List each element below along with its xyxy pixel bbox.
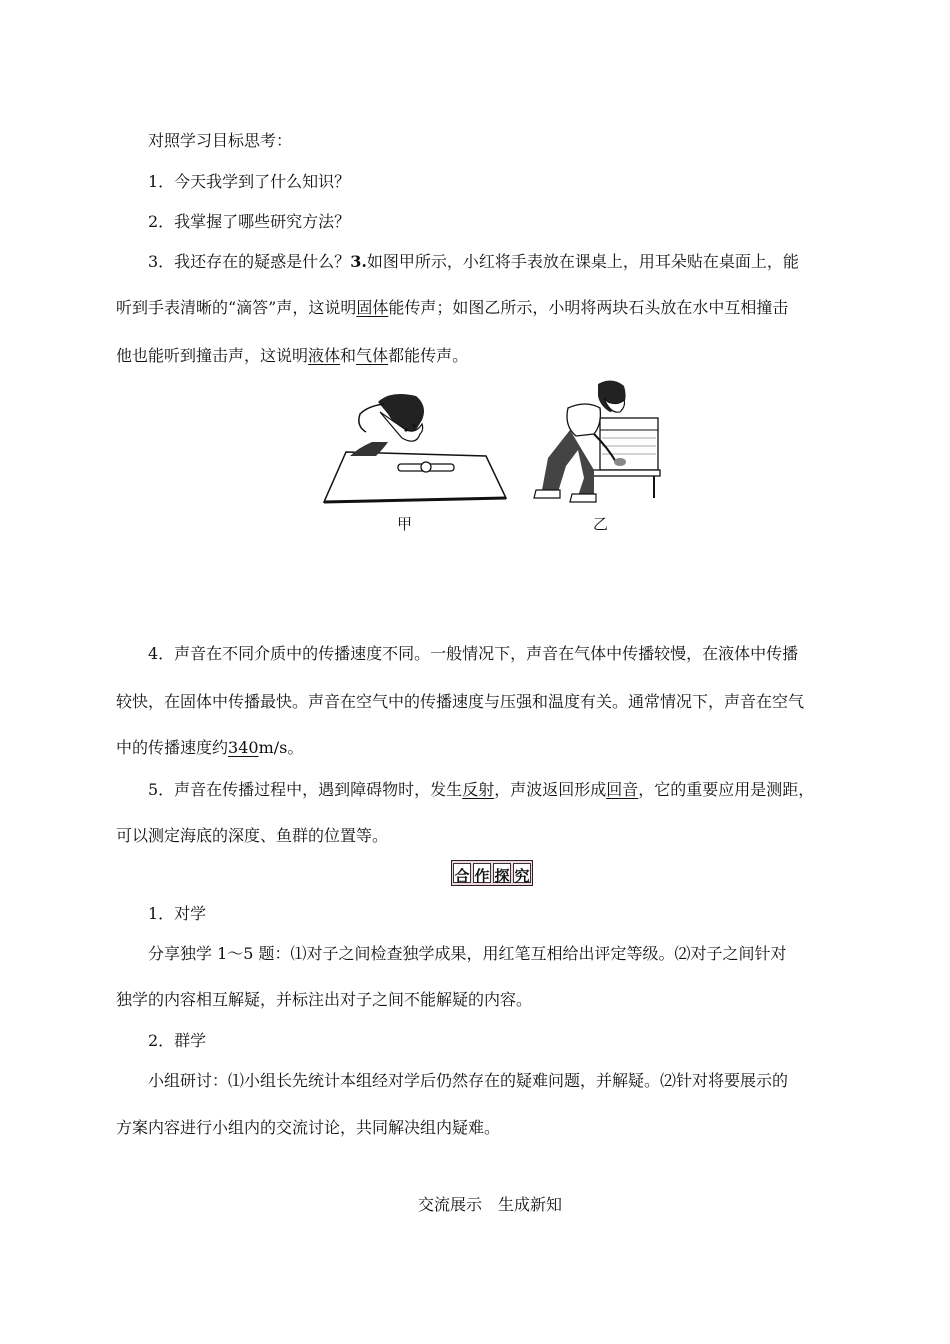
heading-char-3: 探 xyxy=(493,863,511,883)
answer-echo: 回音 xyxy=(606,780,639,799)
answer-reflection: 反射 xyxy=(462,780,495,799)
figure-tank-illustration xyxy=(528,378,663,508)
paragraph-3-line-3 xyxy=(116,346,468,366)
answer-liquid: 液体 xyxy=(308,346,341,365)
p3-text-e: 和 xyxy=(340,346,357,365)
section-heading-cooperative-inquiry xyxy=(451,860,533,886)
coop-heading-1: 1．对学 xyxy=(148,904,207,923)
p3-text-b: 听到手表清晰的“滴答”声，这说明 xyxy=(116,298,357,317)
p5-text-c: ，它的重要应用是测距， xyxy=(638,780,815,799)
heading-char-2: 作 xyxy=(473,863,491,883)
paragraph-5-line-2: 可以测定海底的深度、鱼群的位置等。 xyxy=(116,826,389,845)
intro-text: 对照学习目标思考： xyxy=(148,131,293,150)
heading-char-1: 合 xyxy=(453,863,471,883)
p3-text-a: 如图甲所示，小红将手表放在课桌上，用耳朵贴在桌面上，能 xyxy=(366,252,799,271)
heading-char-4: 究 xyxy=(513,863,531,883)
coop-paragraph-2-line-1: 小组研讨：⑴小组长先统计本组经对学后仍然存在的疑难问题，并解疑。⑵针对将要展示的 xyxy=(148,1071,789,1090)
p3-text-f: 都能传声。 xyxy=(388,346,469,365)
coop-heading-2: 2．群学 xyxy=(148,1031,207,1050)
coop-paragraph-1-line-1: 分享独学 1～5 题：⑴对子之间检查独学成果，用红笔互相给出评定等级。⑵对子之间针对 xyxy=(148,944,787,963)
paragraph-5-line-1 xyxy=(148,780,814,800)
p3-number: 3. xyxy=(350,252,367,271)
figure-desk-illustration xyxy=(318,390,513,512)
p5-text-a: 5．声音在传播过程中，遇到障碍物时，发生 xyxy=(148,780,463,799)
paragraph-4-line-3 xyxy=(116,738,303,758)
figure-label-jia: 甲 xyxy=(397,515,413,533)
p3-text-d: 他也能听到撞击声，这说明 xyxy=(116,346,309,365)
answer-speed: 340 xyxy=(228,738,259,757)
p3-text-c: 能传声；如图乙所示，小明将两块石头放在水中互相撞击 xyxy=(388,298,789,317)
question-2: 2．我掌握了哪些研究方法？ xyxy=(148,212,351,231)
answer-gas: 气体 xyxy=(356,346,389,365)
footer-heading: 交流展示 生成新知 xyxy=(418,1195,563,1214)
coop-paragraph-2-line-2: 方案内容进行小组内的交流讨论，共同解决组内疑难。 xyxy=(116,1118,501,1137)
paragraph-3-line-2 xyxy=(116,298,788,318)
paragraph-4-line-2: 较快，在固体中传播最快。声音在空气中的传播速度与压强和温度有关。通常情况下，声音在空气 xyxy=(116,692,805,711)
paragraph-4-line-1: 4．声音在不同介质中的传播速度不同。一般情况下，声音在气体中传播较慢，在液体中传播 xyxy=(148,644,799,663)
p4-text-c: 中的传播速度约 xyxy=(116,738,229,757)
figure-label-yi: 乙 xyxy=(593,515,609,533)
p5-text-b: ，声波返回形成 xyxy=(494,780,607,799)
paragraph-3-line-1 xyxy=(148,252,799,272)
answer-solid: 固体 xyxy=(356,298,389,317)
question-1: 1．今天我学到了什么知识？ xyxy=(148,172,351,191)
p4-unit: m/s。 xyxy=(258,738,304,757)
p3-lead: 3．我还存在的疑惑是什么？ xyxy=(148,252,351,271)
coop-paragraph-1-line-2: 独学的内容相互解疑，并标注出对子之间不能解疑的内容。 xyxy=(116,990,533,1009)
